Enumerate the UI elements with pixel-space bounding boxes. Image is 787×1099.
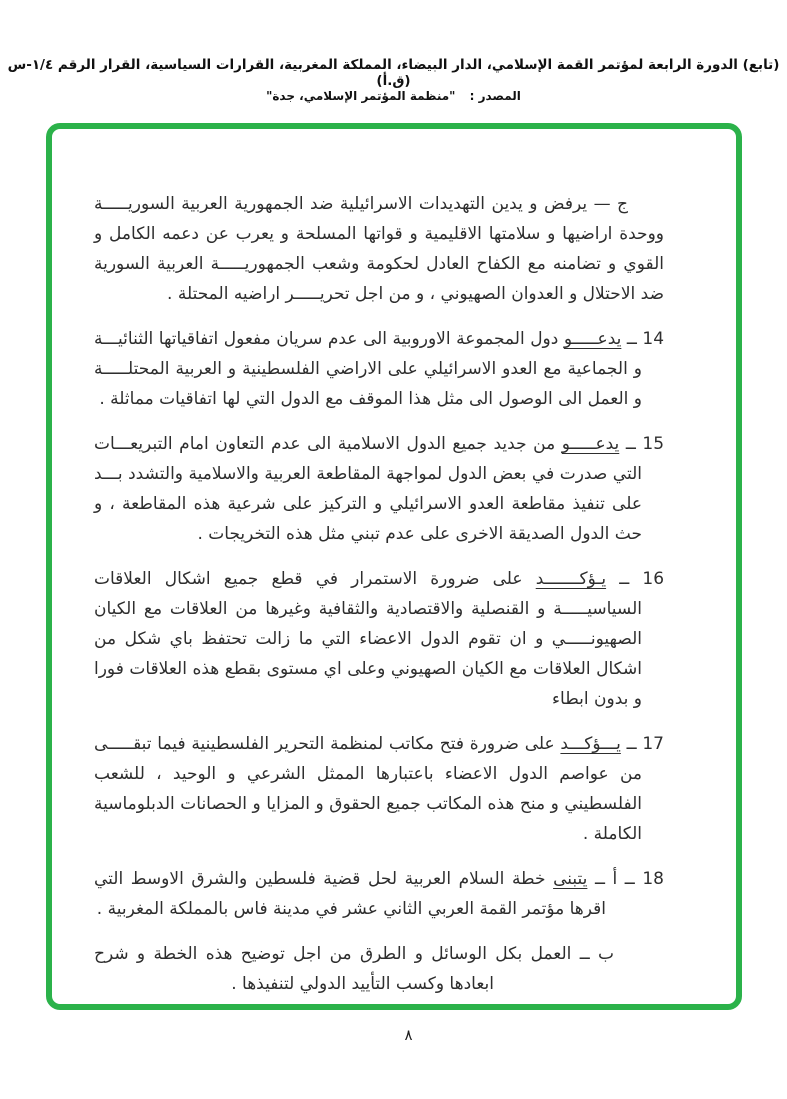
paragraph-keyword: يدعـــــو — [563, 329, 622, 349]
paragraph-text: دول المجموعة الاوروبية الى عدم سريان مفعول اتفاقياتها الثنائيـــة و الجماعية مع العدو الاسرائيلي على الاراضي الفلسطينية و العربية المحتلـــــة و العمل الى الوصول الى مثل هذا الموقف مع الدول التي لها اتفاقيات مماثلة . — [94, 329, 642, 409]
paragraph-label: ج — — [593, 194, 629, 214]
document-body — [94, 189, 664, 999]
paragraph-number: 15 ــ — [625, 434, 665, 454]
header-title: (تابع) الدورة الرابعة لمؤتمر القمة الإسلامي، الدار البيضاء، المملكة المغربية، القرارات السياسية، القرار الرقم ١/٤-س (ق.أ) — [7, 57, 780, 89]
paragraph-keyword: يـــؤكـــد — [560, 734, 621, 754]
paragraph-16 — [94, 564, 664, 714]
paragraph-number: 14 ــ — [626, 329, 665, 349]
paragraph-text: من جديد جميع الدول الاسلامية الى عدم التعاون امام التبريعـــات التي صدرت في بعض الدول لمواجهة المقاطعة العربية والاسلامية والتشدد بـــد على تنفيذ مقاطعة العدو الاسرائيلي و التركيز على شرعية هذه المقاطعة ، و حث الدول الصديقة الاخرى على عدم تبني مثل هذه التخريجات . — [94, 434, 642, 544]
paragraph-number: 17 ــ — [626, 734, 664, 754]
paragraph-keyword: يرفض — [544, 194, 588, 214]
document-header — [0, 57, 787, 89]
paragraph-keyword: يتبنى — [553, 869, 588, 889]
paragraph-18b — [94, 939, 614, 999]
paragraph-text: العمل بكل الوسائل و الطرق من اجل توضيح هذه الخطة و شرح ابعادها وكسب التأييد الدولي لتنفيذها . — [94, 944, 572, 994]
page-number: ٨ — [404, 1026, 413, 1044]
paragraph-c — [94, 189, 664, 309]
source-value: "منظمة المؤتمر الإسلامي، جدة" — [266, 89, 456, 103]
paragraph-text: و يدين التهديدات الاسرائيلية ضد الجمهورية العربية السوريـــــة ووحدة اراضيها و سلامتها الاقليمية و قواتها المسلحة و يعرب عن دعمه الكامل و القوي و تضامنه مع الكفاح العادل لحكومة وشعب الجمهوريـــــة العربية السورية ضد الاحتلال و العدوان الصهيوني ، و من اجل تحريـــــر اراضيه المحتلة . — [94, 194, 664, 304]
paragraph-15 — [94, 429, 664, 549]
source-line — [0, 89, 787, 103]
paragraph-17 — [94, 729, 664, 849]
source-label: المصدر : — [469, 89, 521, 103]
paragraph-number: 16 ــ — [619, 569, 665, 589]
paragraph-18a — [94, 864, 664, 924]
paragraph-keyword: يـؤكـــــــد — [535, 569, 607, 589]
paragraph-label: ب ــ — [579, 944, 615, 964]
paragraph-text: على ضرورة فتح مكاتب لمنظمة التحرير الفلسطينية فيما تبقـــــى من عواصم الدول الاعضاء باعتبارها الممثل الشرعي و الوحيد ، للشعب الفلسطيني و منح هذه المكاتب جميع الحقوق و المزايا و الحصانات الدبلوماسية الكاملة . — [94, 734, 642, 844]
paragraph-keyword: يدعـــــو — [561, 434, 620, 454]
content-border-box — [46, 123, 742, 1010]
paragraph-text: على ضرورة الاستمرار في قطع جميع اشكال العلاقات السياسيـــــة و القنصلية والاقتصادية والثقافية وغيرها من العلاقات مع الكيان الصهيونـــــي و ان تقوم الدول الاعضاء التي ما زالت تحتفظ باي شكل من اشكال العلاقات مع الكيان الصهيوني وعلى اي مستوى بقطع هذه العلاقات فورا و بدون ابطاء — [94, 569, 642, 709]
paragraph-14 — [94, 324, 664, 414]
paragraph-text: خطة السلام العربية لحل قضية فلسطين والشرق الاوسط التي اقرها مؤتمر القمة العربي الثاني عشر في مدينة فاس بالمملكة المغربية . — [94, 869, 606, 919]
paragraph-number: 18 ــ أ ــ — [594, 869, 664, 889]
